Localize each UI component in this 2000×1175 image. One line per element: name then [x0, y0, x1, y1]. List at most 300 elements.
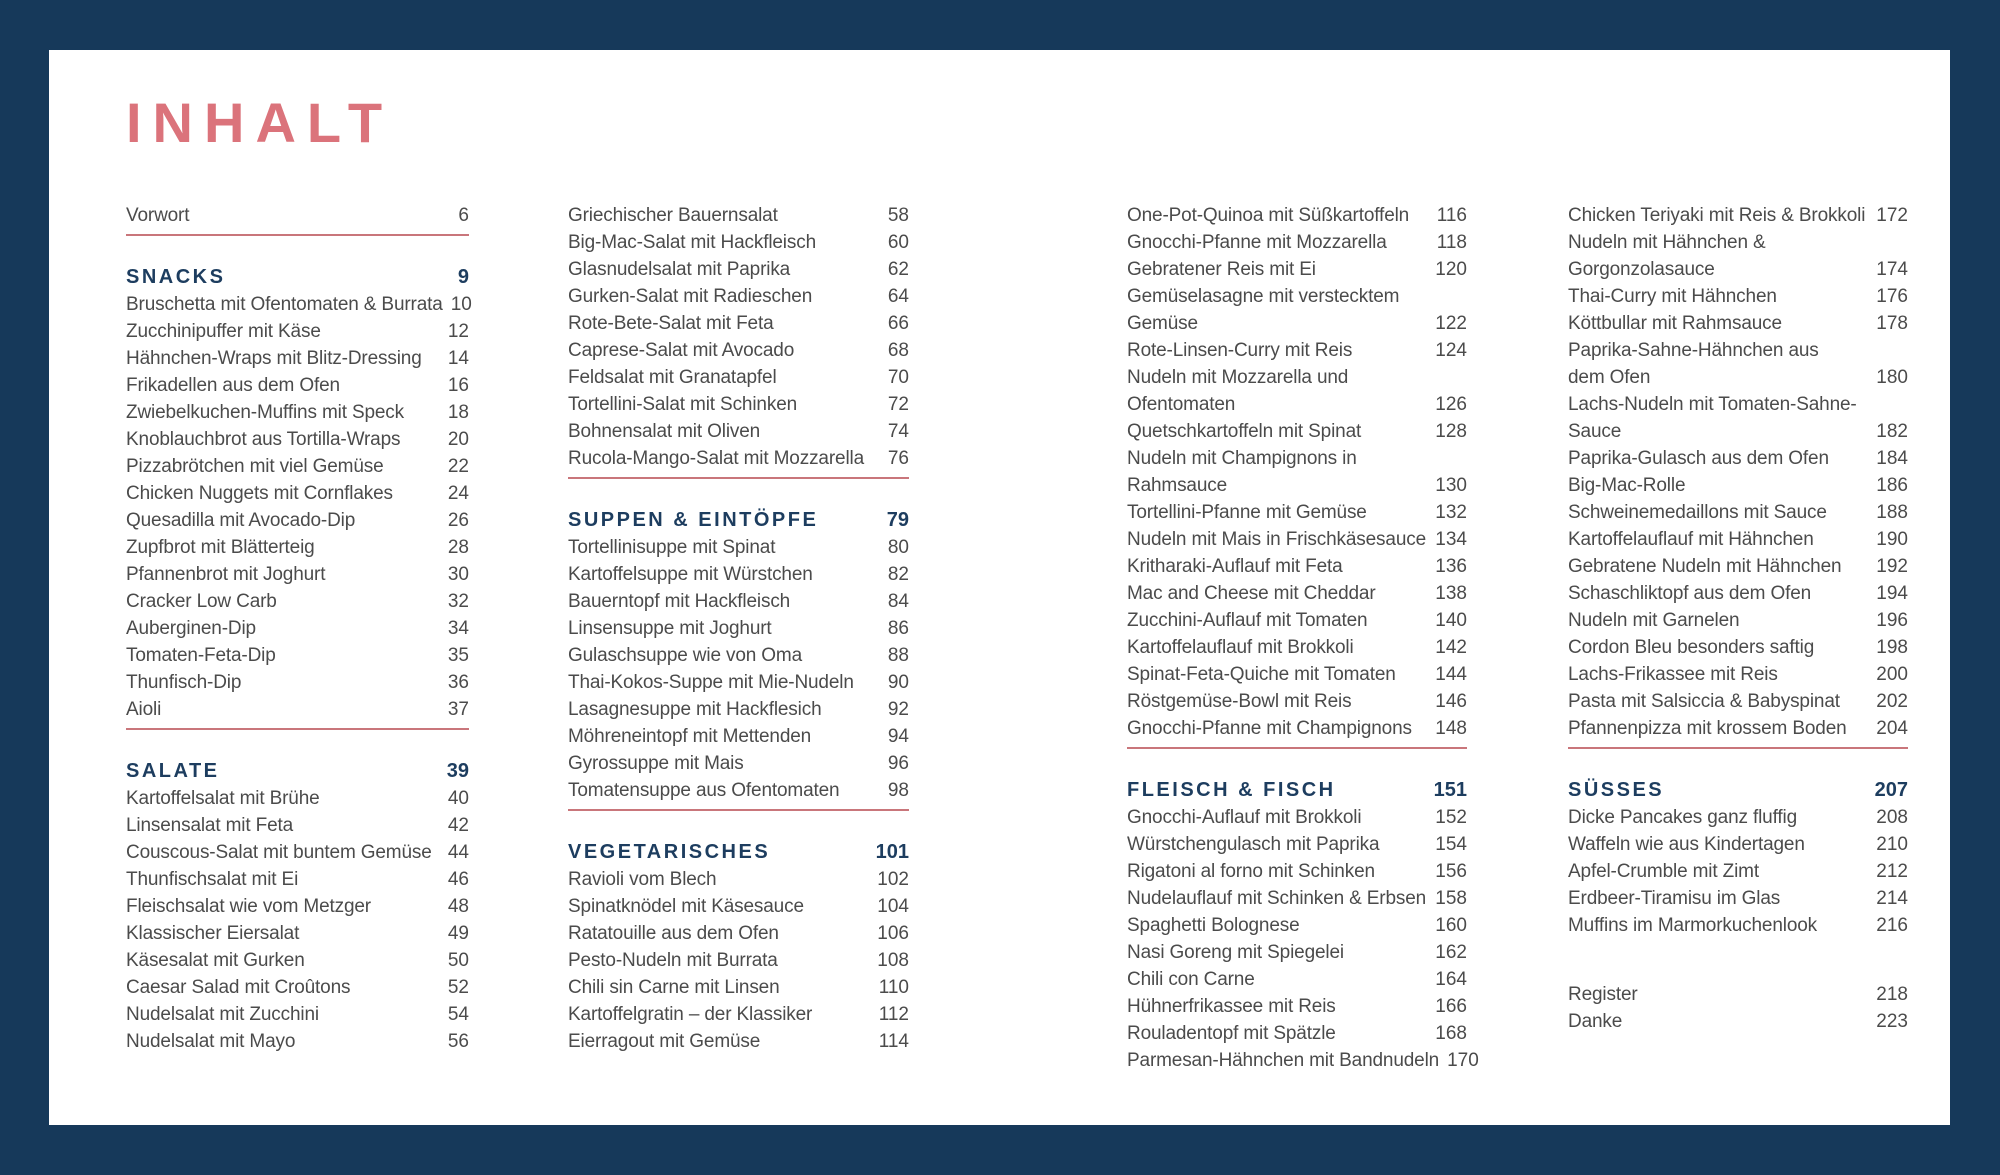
recipe-title: Danke [1568, 1011, 1623, 1032]
recipe-title: Schaschliktopf aus dem Ofen [1568, 583, 1812, 604]
toc-entry [568, 866, 909, 893]
toc-entry [568, 364, 909, 391]
page-number: 174 [1876, 259, 1908, 280]
page-number: 172 [1876, 205, 1908, 226]
recipe-title: Register [1568, 984, 1638, 1005]
page-number: 152 [1435, 807, 1467, 828]
toc-entry [1568, 858, 1908, 885]
toc-entry [1568, 580, 1908, 607]
section-page-number: 39 [446, 760, 469, 782]
page-number: 104 [877, 896, 909, 917]
page-number: 118 [1436, 232, 1467, 253]
section-divider [1568, 747, 1908, 749]
toc-entry [1568, 553, 1908, 580]
recipe-title: Nasi Goreng mit Spiegelei [1127, 942, 1344, 963]
page-number: 94 [887, 726, 909, 747]
toc-page [49, 50, 1950, 1125]
toc-entry [1127, 337, 1467, 364]
recipe-title-line2: Sauce [1568, 421, 1622, 442]
toc-entry [568, 256, 909, 283]
page-number: 46 [447, 869, 469, 890]
toc-entry [1127, 1020, 1467, 1047]
page-number: 98 [887, 780, 909, 801]
page-number: 170 [1447, 1050, 1479, 1071]
toc-entry [1127, 526, 1467, 553]
recipe-title: Tomatensuppe aus Ofentomaten [568, 780, 840, 801]
page-number: 216 [1876, 915, 1908, 936]
page-number: 74 [887, 421, 909, 442]
page-number: 126 [1435, 394, 1467, 415]
page-number: 10 [450, 294, 472, 315]
toc-entry [1568, 688, 1908, 715]
toc-entry [126, 345, 469, 372]
page-number: 114 [878, 1031, 909, 1052]
recipe-title: Apfel-Crumble mit Zimt [1568, 861, 1759, 882]
recipe-title: Gyrossuppe mit Mais [568, 753, 744, 774]
recipe-title: Lachs-Frikassee mit Reis [1568, 664, 1778, 685]
recipe-title: Quesadilla mit Avocado-Dip [126, 510, 356, 531]
page-number: 32 [447, 591, 469, 612]
recipe-title: Rigatoni al forno mit Schinken [1127, 861, 1375, 882]
page-number: 28 [447, 537, 469, 558]
recipe-title: Nudelauflauf mit Schinken & Erbsen [1127, 888, 1427, 909]
recipe-title: Kartoffelauflauf mit Brokkoli [1127, 637, 1354, 658]
recipe-title-line2: dem Ofen [1568, 367, 1651, 388]
recipe-title: Hähnchen-Wraps mit Blitz-Dressing [126, 348, 422, 369]
recipe-title: Nudelsalat mit Zucchini [126, 1004, 319, 1025]
page-number: 58 [887, 205, 909, 226]
recipe-title: Rote-Bete-Salat mit Feta [568, 313, 774, 334]
recipe-title: Nudelsalat mit Mayo [126, 1031, 296, 1052]
toc-entry [126, 1001, 469, 1028]
toc-entry [126, 291, 472, 318]
page-number: 162 [1435, 942, 1467, 963]
page-number: 20 [447, 429, 469, 450]
recipe-title: Chili sin Carne mit Linsen [568, 977, 780, 998]
toc-entry [1127, 912, 1467, 939]
toc-entry [126, 588, 469, 615]
recipe-title: Rote-Linsen-Curry mit Reis [1127, 340, 1353, 361]
page-number: 124 [1435, 340, 1467, 361]
recipe-title: Kartoffelsalat mit Brühe [126, 788, 320, 809]
recipe-title-continuation [1568, 256, 1908, 283]
page-number: 50 [447, 950, 469, 971]
page-number: 130 [1435, 475, 1467, 496]
toc-entry [1127, 939, 1467, 966]
toc-entry [1568, 831, 1908, 858]
toc-entry [1127, 634, 1467, 661]
toc-entry [126, 893, 469, 920]
toc-entry [568, 283, 909, 310]
section-page-number: 151 [1433, 779, 1467, 801]
recipe-title: Nudeln mit Champignons in [1127, 448, 1357, 469]
toc-entry [568, 750, 909, 777]
section-header [1127, 777, 1467, 804]
section-page-number: 207 [1874, 779, 1908, 801]
page-number: 146 [1435, 691, 1467, 712]
page-number: 200 [1876, 664, 1908, 685]
toc-entry [568, 893, 909, 920]
page-number: 218 [1876, 984, 1908, 1005]
recipe-title: One-Pot-Quinoa mit Süßkartoffeln [1127, 205, 1410, 226]
recipe-title: Bauerntopf mit Hackfleisch [568, 591, 791, 612]
toc-entry [126, 399, 469, 426]
section-title: FLEISCH & FISCH [1127, 779, 1336, 801]
toc-entry [1568, 499, 1908, 526]
spacer [1568, 939, 1908, 981]
toc-entry [568, 561, 909, 588]
page-number: 188 [1876, 502, 1908, 523]
page-number: 198 [1876, 637, 1908, 658]
page-number: 24 [447, 483, 469, 504]
toc-entry [126, 615, 469, 642]
page-number: 80 [887, 537, 909, 558]
toc-entry [568, 391, 909, 418]
recipe-title: Thai-Curry mit Hähnchen [1568, 286, 1777, 307]
toc-entry [1127, 607, 1467, 634]
page-number: 72 [887, 394, 909, 415]
toc-column-1 [126, 202, 472, 1055]
page-number: 196 [1876, 610, 1908, 631]
toc-entry [568, 310, 909, 337]
recipe-title: Griechischer Bauernsalat [568, 205, 778, 226]
toc-entry [568, 418, 909, 445]
toc-entry [1127, 885, 1467, 912]
page-number: 92 [887, 699, 909, 720]
toc-entry [568, 202, 909, 229]
recipe-title: Hühnerfrikassee mit Reis [1127, 996, 1336, 1017]
recipe-title: Kritharaki-Auflauf mit Feta [1127, 556, 1343, 577]
toc-entry [1568, 885, 1908, 912]
recipe-title: Ratatouille aus dem Ofen [568, 923, 779, 944]
toc-entry [1127, 418, 1467, 445]
toc-entry [1568, 472, 1908, 499]
page-number: 16 [447, 375, 469, 396]
toc-entry [1127, 966, 1467, 993]
toc-entry [1568, 661, 1908, 688]
toc-entry [1127, 688, 1467, 715]
page-number: 49 [447, 923, 469, 944]
recipe-title: Klassischer Eiersalat [126, 923, 300, 944]
toc-entry [126, 372, 469, 399]
section-divider [126, 234, 469, 236]
toc-entry [568, 337, 909, 364]
recipe-title: Tortellinisuppe mit Spinat [568, 537, 776, 558]
recipe-title: Linsensuppe mit Joghurt [568, 618, 772, 639]
toc-entry [1568, 202, 1908, 229]
recipe-title: Pizzabrötchen mit viel Gemüse [126, 456, 384, 477]
toc-entry [1568, 634, 1908, 661]
section-title: SNACKS [126, 266, 226, 288]
page-number: 26 [447, 510, 469, 531]
recipe-title: Erdbeer-Tiramisu im Glas [1568, 888, 1781, 909]
toc-entry [1127, 715, 1467, 742]
page-number: 202 [1876, 691, 1908, 712]
recipe-title: Pfannenpizza mit krossem Boden [1568, 718, 1847, 739]
page-number: 84 [887, 591, 909, 612]
toc-entry [126, 561, 469, 588]
page-number: 12 [447, 321, 469, 342]
toc-entry [568, 588, 909, 615]
recipe-title: Röstgemüse-Bowl mit Reis [1127, 691, 1352, 712]
page-number: 76 [887, 448, 909, 469]
toc-entry [1127, 858, 1467, 885]
recipe-title: Pesto-Nudeln mit Burrata [568, 950, 778, 971]
page-number: 182 [1876, 421, 1908, 442]
recipe-title: Gebratener Reis mit Ei [1127, 259, 1316, 280]
page-number: 42 [447, 815, 469, 836]
toc-entry [126, 785, 469, 812]
toc-entry [568, 445, 909, 472]
recipe-title: Pasta mit Salsiccia & Babyspinat [1568, 691, 1840, 712]
toc-entry [1568, 526, 1908, 553]
toc-entry [568, 1001, 909, 1028]
recipe-title: Lasagnesuppe mit Hackflesich [568, 699, 822, 720]
page-number: 186 [1876, 475, 1908, 496]
page-number: 68 [887, 340, 909, 361]
page-number: 156 [1435, 861, 1467, 882]
recipe-title-continuation [1568, 364, 1908, 391]
recipe-title: Nudeln mit Mais in Frischkäsesauce [1127, 529, 1427, 550]
recipe-title: Spinatknödel mit Käsesauce [568, 896, 804, 917]
section-divider [568, 809, 909, 811]
page-number: 184 [1876, 448, 1908, 469]
recipe-title: Schweinemedaillons mit Sauce [1568, 502, 1827, 523]
page-number: 18 [447, 402, 469, 423]
section-page-number: 79 [886, 509, 909, 531]
page-number: 138 [1435, 583, 1467, 604]
recipe-title-line2: Rahmsauce [1127, 475, 1228, 496]
page-number: 64 [887, 286, 909, 307]
recipe-title: Dicke Pancakes ganz fluffig [1568, 807, 1798, 828]
toc-entry [1127, 580, 1467, 607]
recipe-title: Mac and Cheese mit Cheddar [1127, 583, 1376, 604]
toc-entry [126, 866, 469, 893]
page-number: 178 [1876, 313, 1908, 334]
toc-entry [126, 453, 469, 480]
recipe-title: Feldsalat mit Granatapfel [568, 367, 777, 388]
section-title: SÜSSES [1568, 779, 1665, 801]
page-title: INHALT [126, 91, 394, 154]
recipe-title: Big-Mac-Salat mit Hackfleisch [568, 232, 816, 253]
recipe-title: Käsesalat mit Gurken [126, 950, 305, 971]
recipe-title: Köttbullar mit Rahmsauce [1568, 313, 1782, 334]
page-number: 223 [1876, 1011, 1908, 1032]
toc-entry [568, 723, 909, 750]
section-title: SUPPEN & EINTÖPFE [568, 509, 819, 531]
recipe-title: Cordon Bleu besonders saftig [1568, 637, 1815, 658]
recipe-title: Thai-Kokos-Suppe mit Mie-Nudeln [568, 672, 854, 693]
recipe-title: Gnocchi-Pfanne mit Mozzarella [1127, 232, 1387, 253]
recipe-title: Zucchinipuffer mit Käse [126, 321, 321, 342]
toc-entry [1127, 445, 1467, 499]
toc-entry [1127, 202, 1467, 229]
recipe-title: Muffins im Marmorkuchenlook [1568, 915, 1818, 936]
page-number: 102 [877, 869, 909, 890]
toc-entry [126, 974, 469, 1001]
toc-entry [1568, 607, 1908, 634]
recipe-title: Zupfbrot mit Blätterteig [126, 537, 315, 558]
recipe-title: Kartoffelauflauf mit Hähnchen [1568, 529, 1814, 550]
page-number: 136 [1435, 556, 1467, 577]
recipe-title: Gnocchi-Pfanne mit Champignons [1127, 718, 1412, 739]
page-number: 30 [447, 564, 469, 585]
page-number: 194 [1876, 583, 1908, 604]
recipe-title: Bohnensalat mit Oliven [568, 421, 761, 442]
recipe-title: Thunfischsalat mit Ei [126, 869, 299, 890]
section-page-number: 101 [875, 841, 909, 863]
page-number: 86 [887, 618, 909, 639]
toc-entry [568, 642, 909, 669]
recipe-title: Gulaschsuppe wie von Oma [568, 645, 803, 666]
page-number: 96 [887, 753, 909, 774]
page-number: 144 [1435, 664, 1467, 685]
recipe-title-line2: Gemüse [1127, 313, 1198, 334]
page-number: 142 [1435, 637, 1467, 658]
recipe-title: Couscous-Salat mit buntem Gemüse [126, 842, 432, 863]
page-number: 164 [1435, 969, 1467, 990]
recipe-title: Parmesan-Hähnchen mit Bandnudeln [1127, 1050, 1440, 1071]
recipe-title: Auberginen-Dip [126, 618, 256, 639]
toc-entry [1568, 310, 1908, 337]
page-number: 88 [887, 645, 909, 666]
page-number: 35 [447, 645, 469, 666]
recipe-title: Würstchengulasch mit Paprika [1127, 834, 1380, 855]
page-number: 134 [1435, 529, 1467, 550]
toc-entry [126, 202, 469, 229]
page-number: 190 [1876, 529, 1908, 550]
page-number: 106 [877, 923, 909, 944]
page-number: 154 [1435, 834, 1467, 855]
toc-entry [568, 777, 909, 804]
page-number: 62 [887, 259, 909, 280]
recipe-title: Caprese-Salat mit Avocado [568, 340, 795, 361]
toc-entry [126, 480, 469, 507]
toc-entry [126, 947, 469, 974]
recipe-title: Vorwort [126, 205, 190, 226]
toc-entry [1568, 337, 1908, 391]
page-number: 116 [1436, 205, 1467, 226]
toc-entry [568, 974, 909, 1001]
recipe-title: Spaghetti Bolognese [1127, 915, 1300, 936]
recipe-title: Tortellini-Salat mit Schinken [568, 394, 798, 415]
toc-entry [568, 1028, 909, 1055]
recipe-title: Waffeln wie aus Kindertagen [1568, 834, 1805, 855]
page-number: 120 [1435, 259, 1467, 280]
toc-entry [1568, 229, 1908, 283]
recipe-title: Eierragout mit Gemüse [568, 1031, 761, 1052]
page-number: 22 [447, 456, 469, 477]
recipe-title: Bruschetta mit Ofentomaten & Burrata [126, 294, 443, 315]
recipe-title: Rucola-Mango-Salat mit Mozzarella [568, 448, 864, 469]
section-title: VEGETARISCHES [568, 841, 771, 863]
page-number: 70 [887, 367, 909, 388]
page-number: 176 [1876, 286, 1908, 307]
page-number: 148 [1435, 718, 1467, 739]
recipe-title-continuation [1127, 472, 1467, 499]
page-number: 160 [1435, 915, 1467, 936]
recipe-title: Paprika-Sahne-Hähnchen aus [1568, 340, 1819, 361]
page-number: 60 [887, 232, 909, 253]
page-number: 14 [447, 348, 469, 369]
toc-entry [126, 812, 469, 839]
recipe-title: Tomaten-Feta-Dip [126, 645, 276, 666]
toc-entry [1127, 229, 1467, 256]
recipe-title: Nudeln mit Garnelen [1568, 610, 1740, 631]
recipe-title: Nudeln mit Mozzarella und [1127, 367, 1349, 388]
recipe-title: Zucchini-Auflauf mit Tomaten [1127, 610, 1368, 631]
recipe-title: Aioli [126, 699, 162, 720]
recipe-title: Glasnudelsalat mit Paprika [568, 259, 791, 280]
recipe-title-continuation [1127, 391, 1467, 418]
recipe-title: Chicken Teriyaki mit Reis & Brokkoli [1568, 205, 1866, 226]
page-number: 66 [887, 313, 909, 334]
page-number: 214 [1876, 888, 1908, 909]
section-divider [126, 728, 469, 730]
recipe-title: Kartoffelsuppe mit Würstchen [568, 564, 813, 585]
page-number: 168 [1435, 1023, 1467, 1044]
toc-entry [1127, 661, 1467, 688]
toc-entry [568, 229, 909, 256]
toc-entry [1568, 804, 1908, 831]
recipe-title: Spinat-Feta-Quiche mit Tomaten [1127, 664, 1396, 685]
toc-column-4 [1568, 202, 1908, 1035]
section-page-number: 9 [457, 266, 469, 288]
page-number: 54 [447, 1004, 469, 1025]
page-number: 48 [447, 896, 469, 917]
recipe-title: Nudeln mit Hähnchen & [1568, 232, 1766, 253]
recipe-title: Thunfisch-Dip [126, 672, 242, 693]
page-number: 180 [1876, 367, 1908, 388]
toc-entry [1127, 364, 1467, 418]
section-header [568, 507, 909, 534]
recipe-title: Big-Mac-Rolle [1568, 475, 1686, 496]
toc-entry [126, 507, 469, 534]
recipe-title: Möhreneintopf mit Mettenden [568, 726, 812, 747]
toc-column-2 [568, 202, 909, 1055]
toc-entry [1568, 1008, 1908, 1035]
page-number: 166 [1435, 996, 1467, 1017]
toc-entry [568, 920, 909, 947]
toc-entry [1127, 993, 1467, 1020]
page-number: 37 [447, 699, 469, 720]
section-header [126, 758, 469, 785]
recipe-title: Quetschkartoffeln mit Spinat [1127, 421, 1362, 442]
section-header [1568, 777, 1908, 804]
recipe-title: Knoblauchbrot aus Tortilla-Wraps [126, 429, 401, 450]
page-number: 34 [447, 618, 469, 639]
page-number: 40 [447, 788, 469, 809]
page-number: 110 [878, 977, 909, 998]
recipe-title: Chicken Nuggets mit Cornflakes [126, 483, 393, 504]
recipe-title: Linsensalat mit Feta [126, 815, 294, 836]
toc-entry [1568, 445, 1908, 472]
section-header [126, 264, 469, 291]
page-number: 36 [447, 672, 469, 693]
toc-entry [1568, 912, 1908, 939]
recipe-title: Pfannenbrot mit Joghurt [126, 564, 326, 585]
recipe-title: Gnocchi-Auflauf mit Brokkoli [1127, 807, 1362, 828]
toc-entry [1127, 804, 1467, 831]
page-number: 6 [458, 205, 469, 226]
toc-entry [126, 669, 469, 696]
recipe-title: Fleischsalat wie vom Metzger [126, 896, 371, 917]
recipe-title: Paprika-Gulasch aus dem Ofen [1568, 448, 1829, 469]
section-header [568, 839, 909, 866]
toc-entry [126, 426, 469, 453]
recipe-title: Caesar Salad mit Croûtons [126, 977, 351, 998]
page-number: 208 [1876, 807, 1908, 828]
